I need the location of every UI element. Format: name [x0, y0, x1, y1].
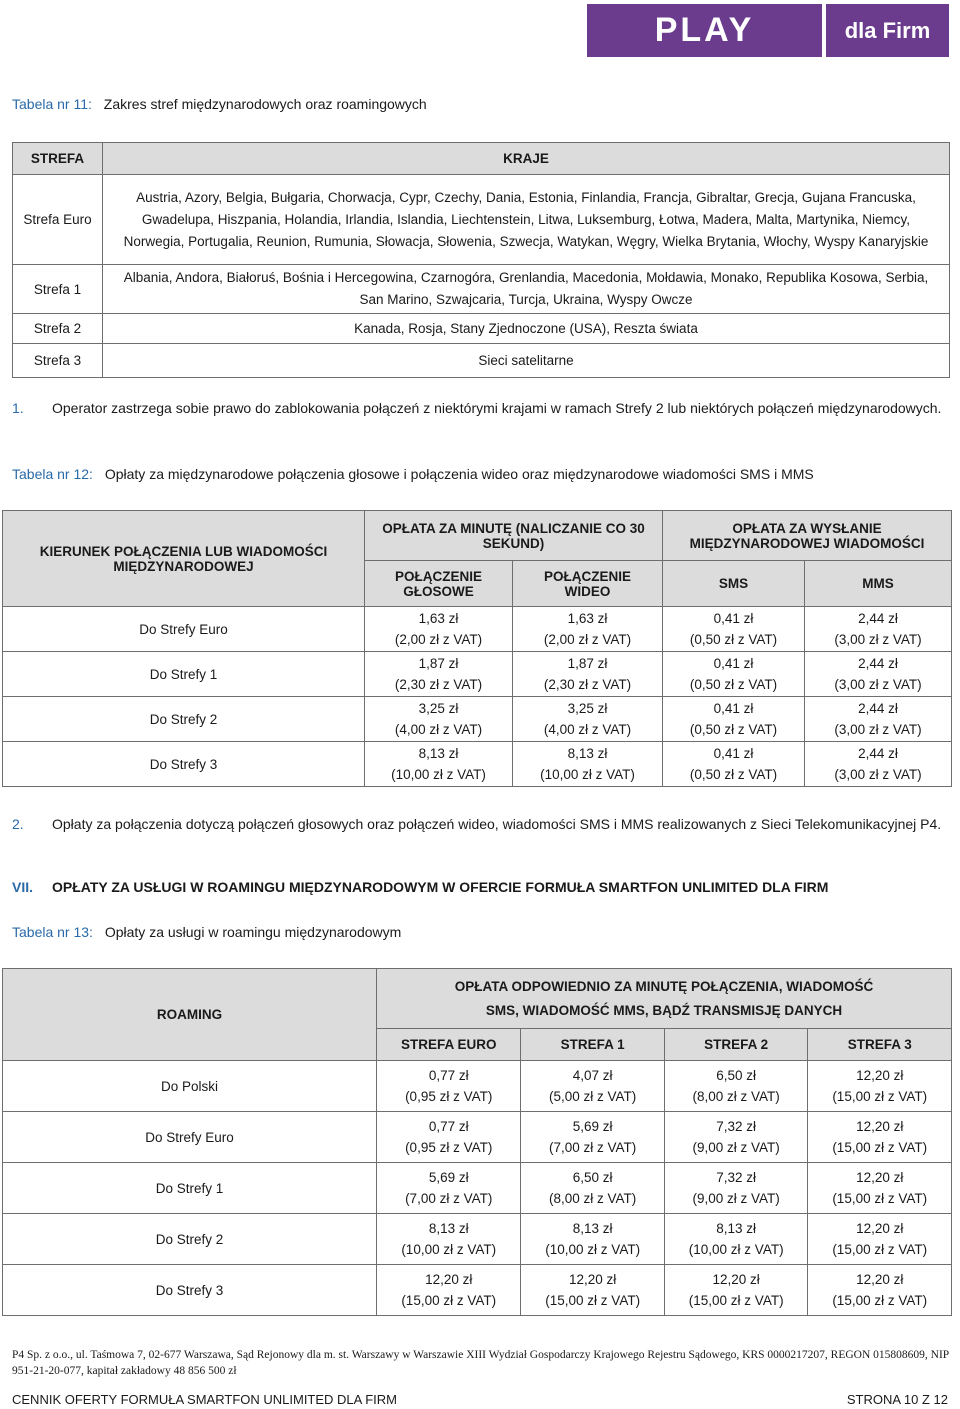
gross-price: (3,00 zł z VAT): [834, 722, 922, 737]
zone-fee-cell: [521, 1061, 665, 1112]
gross-price: (4,00 zł z VAT): [394, 722, 483, 737]
gross-price: (10,00 zł z VAT): [540, 767, 635, 782]
zone-fee-cell: [808, 1265, 952, 1316]
gross-price: (2,30 zł z VAT): [394, 677, 483, 692]
zone-fee-cell: [808, 1061, 952, 1112]
gross-price: (7,00 zł z VAT): [405, 1191, 493, 1206]
net-price: 2,44 zł: [858, 746, 898, 761]
zone-fee-cell: [664, 1112, 808, 1163]
voice-fee-cell: [365, 742, 513, 787]
table-row: [13, 175, 950, 265]
gross-price: (0,50 zł z VAT): [689, 722, 778, 737]
note-text: Operator zastrzega sobie prawo do zablokowania połączeń z niektórymi krajami w ramach Strefy 2 lub niektórych połączeń międzynarodowych.: [52, 400, 942, 416]
table-row: [3, 652, 952, 697]
zone-fee-cell: [664, 1061, 808, 1112]
gross-price: (9,00 zł z VAT): [692, 1191, 780, 1206]
table-row: [13, 314, 950, 344]
gross-price: (2,00 zł z VAT): [543, 632, 632, 647]
header-strefa: STREFA: [13, 143, 103, 175]
gross-price: (0,50 zł z VAT): [689, 632, 778, 647]
net-price: 4,07 zł: [572, 1068, 613, 1083]
direction-cell: Do Strefy 1: [3, 1163, 377, 1214]
net-price: 12,20 zł: [425, 1272, 473, 1287]
gross-price: (15,00 zł z VAT): [832, 1191, 928, 1206]
gross-price: (15,00 zł z VAT): [688, 1293, 784, 1308]
net-price: 12,20 zł: [856, 1119, 904, 1134]
mms-fee-cell: [805, 652, 952, 697]
gross-price: (5,00 zł z VAT): [549, 1089, 637, 1104]
zone-countries: Albania, Andora, Białoruś, Bośnia i Hercegowina, Czarnogóra, Grenlandia, Macedonia, Mołdawia, Monako, Republika Kosowa, Serbia, San Marino, Szwajcaria, Turcja, Ukraina, Wyspy Owcze: [103, 265, 950, 314]
zone-fee-cell: [521, 1163, 665, 1214]
zone-name: Strefa 2: [13, 314, 103, 344]
net-price: 8,13 zł: [428, 1221, 469, 1236]
table-row: [3, 1061, 952, 1112]
voice-fee-cell: [365, 652, 513, 697]
video-fee-cell: [513, 742, 663, 787]
direction-cell: Do Strefy Euro: [3, 607, 365, 652]
zone-fee-cell: [664, 1163, 808, 1214]
video-fee-cell: [513, 697, 663, 742]
header-per-message: OPŁATA ZA WYSŁANIE MIĘDZYNARODOWEJ WIADOMOŚCI: [663, 511, 952, 561]
voice-fee-cell: [365, 607, 513, 652]
header-zone: STREFA 2: [664, 1029, 808, 1061]
net-price: 12,20 zł: [712, 1272, 760, 1287]
net-price: 6,50 zł: [572, 1170, 613, 1185]
gross-price: (15,00 zł z VAT): [832, 1140, 928, 1155]
header-kraje: KRAJE: [103, 143, 950, 175]
zone-fee-cell: [377, 1112, 521, 1163]
gross-price: (3,00 zł z VAT): [834, 767, 922, 782]
gross-price: (3,00 zł z VAT): [834, 632, 922, 647]
header-roaming: ROAMING: [3, 969, 377, 1061]
gross-price: (0,95 zł z VAT): [405, 1089, 493, 1104]
table-row: [3, 1163, 952, 1214]
page-footer: [12, 1392, 948, 1407]
table-row: [13, 344, 950, 378]
video-fee-cell: [513, 652, 663, 697]
direction-cell: Do Strefy 1: [3, 652, 365, 697]
play-logo: [587, 4, 949, 57]
zone-name: Strefa Euro: [13, 175, 103, 265]
caption-number: Tabela nr 11:: [12, 96, 92, 112]
table-row: [13, 265, 950, 314]
net-price: 2,44 zł: [858, 701, 898, 716]
net-price: 12,20 zł: [856, 1221, 904, 1236]
gross-price: (4,00 zł z VAT): [543, 722, 632, 737]
zone-name: Strefa 3: [13, 344, 103, 378]
roaming-fees-table: [2, 968, 952, 1316]
net-price: 8,13 zł: [567, 746, 608, 761]
net-price: 0,77 zł: [428, 1119, 469, 1134]
gross-price: (8,00 zł z VAT): [549, 1191, 637, 1206]
table-row: [3, 1265, 952, 1316]
header-video: POŁĄCZENIE WIDEO: [513, 561, 663, 607]
sms-fee-cell: [663, 652, 805, 697]
header-zone: STREFA EURO: [377, 1029, 521, 1061]
gross-price: (15,00 zł z VAT): [832, 1089, 928, 1104]
direction-cell: Do Strefy 2: [3, 1214, 377, 1265]
net-price: 1,63 zł: [418, 611, 459, 626]
net-price: 2,44 zł: [858, 656, 898, 671]
sms-fee-cell: [663, 607, 805, 652]
zone-fee-cell: [521, 1112, 665, 1163]
net-price: 2,44 zł: [858, 611, 898, 626]
note-number: 2.: [12, 816, 24, 832]
legal-info: P4 Sp. z o.o., ul. Taśmowa 7, 02-677 Warszawa, Sąd Rejonowy dla m. st. Warszawy w Warszawie XIII Wydział Gospodarczy Krajowego Rejestru Sądowego, KRS 0000217207, REGON 015808609, NIP 951-21-20-077, kapitał zakładowy 48 856 500 zł: [12, 1349, 949, 1377]
net-price: 1,87 zł: [567, 656, 608, 671]
net-price: 1,87 zł: [418, 656, 459, 671]
video-fee-cell: [513, 607, 663, 652]
gross-price: (2,00 zł z VAT): [394, 632, 483, 647]
caption-text: Opłaty za międzynarodowe połączenia głosowe i połączenia wideo oraz międzynarodowe wiadomości SMS i MMS: [104, 466, 814, 482]
direction-cell: Do Polski: [3, 1061, 377, 1112]
zone-fee-cell: [808, 1214, 952, 1265]
gross-price: (10,00 zł z VAT): [688, 1242, 784, 1257]
zone-fee-cell: [521, 1265, 665, 1316]
footer-title: CENNIK OFERTY FORMUŁA SMARTFON UNLIMITED DLA FIRM: [12, 1392, 397, 1407]
note-number: 1.: [12, 400, 24, 416]
zone-countries: Austria, Azory, Belgia, Bułgaria, Chorwacja, Cypr, Czechy, Dania, Estonia, Finlandia, Francja, Gibraltar, Grecja, Gujana Francuska, Gwadelupa, Hiszpania, Holandia, Irlandia, Islandia, Liechtenstein, Litwa, Luksemburg, Łotwa, Madera, Malta, Martynika, Niemcy, Norwegia, Portugalia, Reunion, Rumunia, Słowacja, Słowenia, Szwecja, Watykan, Węgry, Wielka Brytania, Włochy, Wyspy Kanaryjskie: [103, 175, 950, 265]
note-1: [12, 398, 950, 419]
gross-price: (15,00 zł z VAT): [401, 1293, 497, 1308]
zone-fee-cell: [521, 1214, 665, 1265]
gross-price: (10,00 zł z VAT): [391, 767, 486, 782]
header-sms: SMS: [663, 561, 805, 607]
zone-countries: Kanada, Rosja, Stany Zjednoczone (USA), Reszta świata: [103, 314, 950, 344]
table-11-caption: [12, 96, 427, 112]
direction-cell: Do Strefy Euro: [3, 1112, 377, 1163]
sms-fee-cell: [663, 742, 805, 787]
header-fee: OPŁATA ODPOWIEDNIO ZA MINUTĘ POŁĄCZENIA, WIADOMOŚĆ SMS, WIADOMOŚĆ MMS, BĄDŹ TRANSMISJĘ DANYCH: [377, 969, 952, 1029]
mms-fee-cell: [805, 742, 952, 787]
table-row: [3, 697, 952, 742]
table-row: [3, 607, 952, 652]
zones-table: [12, 142, 950, 378]
direction-cell: Do Strefy 2: [3, 697, 365, 742]
direction-cell: Do Strefy 3: [3, 742, 365, 787]
net-price: 1,63 zł: [567, 611, 608, 626]
gross-price: (2,30 zł z VAT): [543, 677, 632, 692]
caption-text: Zakres stref międzynarodowych oraz roamingowych: [103, 96, 427, 112]
gross-price: (7,00 zł z VAT): [549, 1140, 637, 1155]
gross-price: (0,50 zł z VAT): [689, 677, 778, 692]
net-price: 3,25 zł: [418, 701, 459, 716]
mms-fee-cell: [805, 607, 952, 652]
gross-price: (10,00 zł z VAT): [401, 1242, 497, 1257]
gross-price: (15,00 zł z VAT): [545, 1293, 641, 1308]
net-price: 12,20 zł: [856, 1272, 904, 1287]
net-price: 0,41 zł: [713, 746, 754, 761]
header-zone: STREFA 3: [808, 1029, 952, 1061]
caption-number: Tabela nr 12:: [12, 466, 93, 482]
net-price: 3,25 zł: [567, 701, 608, 716]
zone-fee-cell: [808, 1112, 952, 1163]
page-number: STRONA 10 Z 12: [846, 1392, 948, 1407]
sms-fee-cell: [663, 697, 805, 742]
caption-text: Opłaty za usługi w roamingu międzynarodowym: [104, 924, 402, 940]
caption-number: Tabela nr 13:: [12, 924, 93, 940]
net-price: 12,20 zł: [569, 1272, 617, 1287]
net-price: 12,20 zł: [856, 1068, 904, 1083]
section-number: VII.: [12, 879, 34, 895]
international-fees-table: [2, 510, 952, 787]
net-price: 7,32 zł: [716, 1119, 757, 1134]
gross-price: (15,00 zł z VAT): [832, 1242, 928, 1257]
zone-countries: Sieci satelitarne: [103, 344, 950, 378]
net-price: 0,41 zł: [713, 611, 754, 626]
table-row: [3, 742, 952, 787]
net-price: 5,69 zł: [572, 1119, 613, 1134]
logo-firm: dla Firm: [826, 4, 949, 57]
net-price: 8,13 zł: [572, 1221, 613, 1236]
table-13-caption: [12, 924, 401, 940]
logo-play: PLAY: [587, 4, 822, 57]
note-text: Opłaty za połączenia dotyczą połączeń głosowych oraz połączeń wideo, wiadomości SMS i MMS realizowanych z Sieci Telekomunikacyjnej P4.: [52, 816, 942, 832]
net-price: 6,50 zł: [716, 1068, 757, 1083]
zone-fee-cell: [377, 1163, 521, 1214]
net-price: 0,77 zł: [428, 1068, 469, 1083]
zone-fee-cell: [664, 1265, 808, 1316]
net-price: 8,13 zł: [716, 1221, 757, 1236]
table-12-caption: [12, 466, 814, 482]
zone-fee-cell: [377, 1061, 521, 1112]
gross-price: (10,00 zł z VAT): [545, 1242, 641, 1257]
direction-cell: Do Strefy 3: [3, 1265, 377, 1316]
zone-fee-cell: [664, 1214, 808, 1265]
zone-fee-cell: [808, 1163, 952, 1214]
gross-price: (9,00 zł z VAT): [692, 1140, 780, 1155]
header-voice: POŁĄCZENIE GŁOSOWE: [365, 561, 513, 607]
voice-fee-cell: [365, 697, 513, 742]
net-price: 12,20 zł: [856, 1170, 904, 1185]
gross-price: (15,00 zł z VAT): [832, 1293, 928, 1308]
note-2: [12, 814, 950, 835]
zone-fee-cell: [377, 1265, 521, 1316]
section-title: OPŁATY ZA USŁUGI W ROAMINGU MIĘDZYNARODOWYM W OFERCIE FORMUŁA SMARTFON UNLIMITED DLA FIRM: [52, 879, 829, 895]
zone-fee-cell: [377, 1214, 521, 1265]
table-row: [3, 1112, 952, 1163]
header-mms: MMS: [805, 561, 952, 607]
net-price: 0,41 zł: [713, 701, 754, 716]
net-price: 5,69 zł: [428, 1170, 469, 1185]
gross-price: (8,00 zł z VAT): [692, 1089, 780, 1104]
header-direction: KIERUNEK POŁĄCZENIA LUB WIADOMOŚCI MIĘDZYNARODOWEJ: [3, 511, 365, 607]
gross-price: (0,50 zł z VAT): [689, 767, 778, 782]
gross-price: (0,95 zł z VAT): [405, 1140, 493, 1155]
section-vii-heading: [12, 879, 828, 895]
zone-name: Strefa 1: [13, 265, 103, 314]
net-price: 0,41 zł: [713, 656, 754, 671]
net-price: 8,13 zł: [418, 746, 459, 761]
table-row: [3, 1214, 952, 1265]
net-price: 7,32 zł: [716, 1170, 757, 1185]
header-zone: STREFA 1: [521, 1029, 665, 1061]
gross-price: (3,00 zł z VAT): [834, 677, 922, 692]
header-per-minute: OPŁATA ZA MINUTĘ (NALICZANIE CO 30 SEKUND): [365, 511, 663, 561]
mms-fee-cell: [805, 697, 952, 742]
